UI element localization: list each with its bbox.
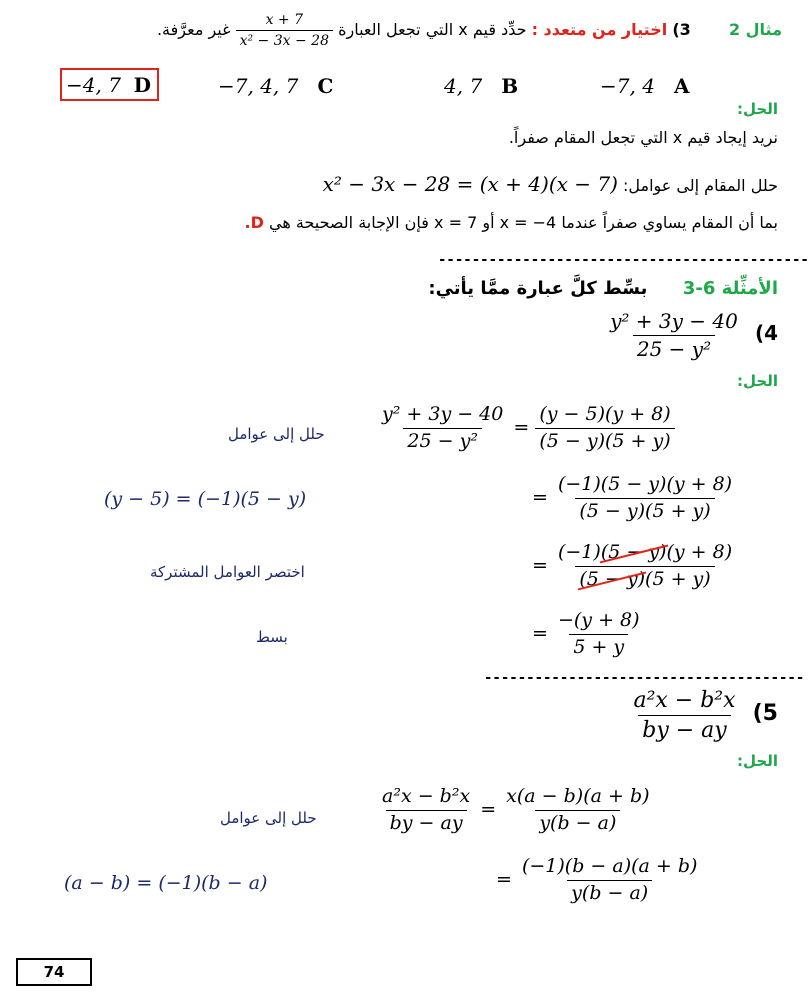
problem5: $\frac{\text{a²x − b²x}}{by - ay}$ (5 (633, 688, 778, 744)
solution-line-2: حلل المقام إلى عوامل: x² − 3x − 28 = (x + 4)(x − 7) (322, 172, 778, 196)
example-label: مثال 2 (728, 20, 782, 40)
p4-step3: = $\frac{(-1)(5 - y)(y + 8)}{(5 - y)(5 + y)}$ (532, 541, 733, 590)
cancel-mark: (5 − y) (600, 541, 667, 563)
problem4-solution-label: الحل: (737, 372, 778, 390)
choice-a[interactable]: −7, 4 A (600, 74, 690, 98)
p4-step3-note: اختصر العوامل المشتركة (150, 563, 305, 581)
p4-step4-note: بسط (256, 628, 288, 646)
problem4: $\frac{\text{y² + 3y − 40}}{\text{25 − y²}}$ (4 (610, 309, 778, 361)
question-fraction: $\frac{x + 7}{\text{x² − 3x − 28}}$ (236, 12, 333, 49)
p4-step4: = $\frac{-(y + 8)}{5 + y}$ (532, 609, 640, 658)
p4-step1-note: حلل إلى عوامل (228, 425, 325, 443)
page-number: 74 (16, 958, 92, 986)
question-text: حدِّد قيم x التي تجعل العبارة (338, 20, 527, 40)
example2-header (2, 12, 782, 49)
p4-step2: = $\frac{(-1)(5 - y)(y + 8)}{(5 - y)(5 + y)}$ (532, 473, 733, 522)
choice-b[interactable]: 4, 7 B (444, 74, 519, 98)
choice-d[interactable]: −4, 7 D (60, 68, 159, 101)
solution-label: الحل: (737, 100, 778, 118)
examples-header: الأمثِّلة 6-3 بسِّط كلَّ عبارة ممَّا يأتي: (428, 278, 778, 299)
choice-c[interactable]: −7, 4, 7 C (218, 74, 334, 98)
p5-step1-note: حلل إلى عوامل (220, 809, 317, 827)
divider: -------------------------------------- (484, 670, 805, 686)
divider: -------------------------------------------- (438, 252, 809, 268)
question-number: 3) (672, 20, 691, 40)
p5-step1: $\frac{\text{a²x − b²x}}{by - ay}$ = $\frac{x(a - b)(a + b)}{y(b - a)}$ (382, 785, 650, 834)
p5-step2: = $\frac{(-1)(b - a)(a + b)}{y(b - a)}$ (496, 855, 698, 904)
p4-step2-note: (y − 5) = (−1)(5 − y) (104, 488, 307, 510)
cancel-mark: (5 − y) (579, 567, 646, 590)
solution-line-3: بما أن المقام يساوي صفراً عندما x = −4 أو x = 7 فإن الإجابة الصحيحة هي D. (244, 213, 778, 232)
problem5-solution-label: الحل: (737, 752, 778, 770)
p5-step2-note: (a − b) = (−1)(b − a) (64, 872, 268, 894)
p4-step1: $\frac{\text{y² + 3y − 40}}{\text{25 − y²}}$ = $\frac{(y - 5)(y + 8)}{(5 - y)(5 + y)}$ (378, 404, 675, 453)
solution-line-1: نريد إيجاد قيم x التي تجعل المقام صفراً. (508, 128, 778, 147)
question-end: غير معرَّفة. (156, 20, 231, 40)
question-type: اختيار من متعدد : (531, 20, 668, 40)
